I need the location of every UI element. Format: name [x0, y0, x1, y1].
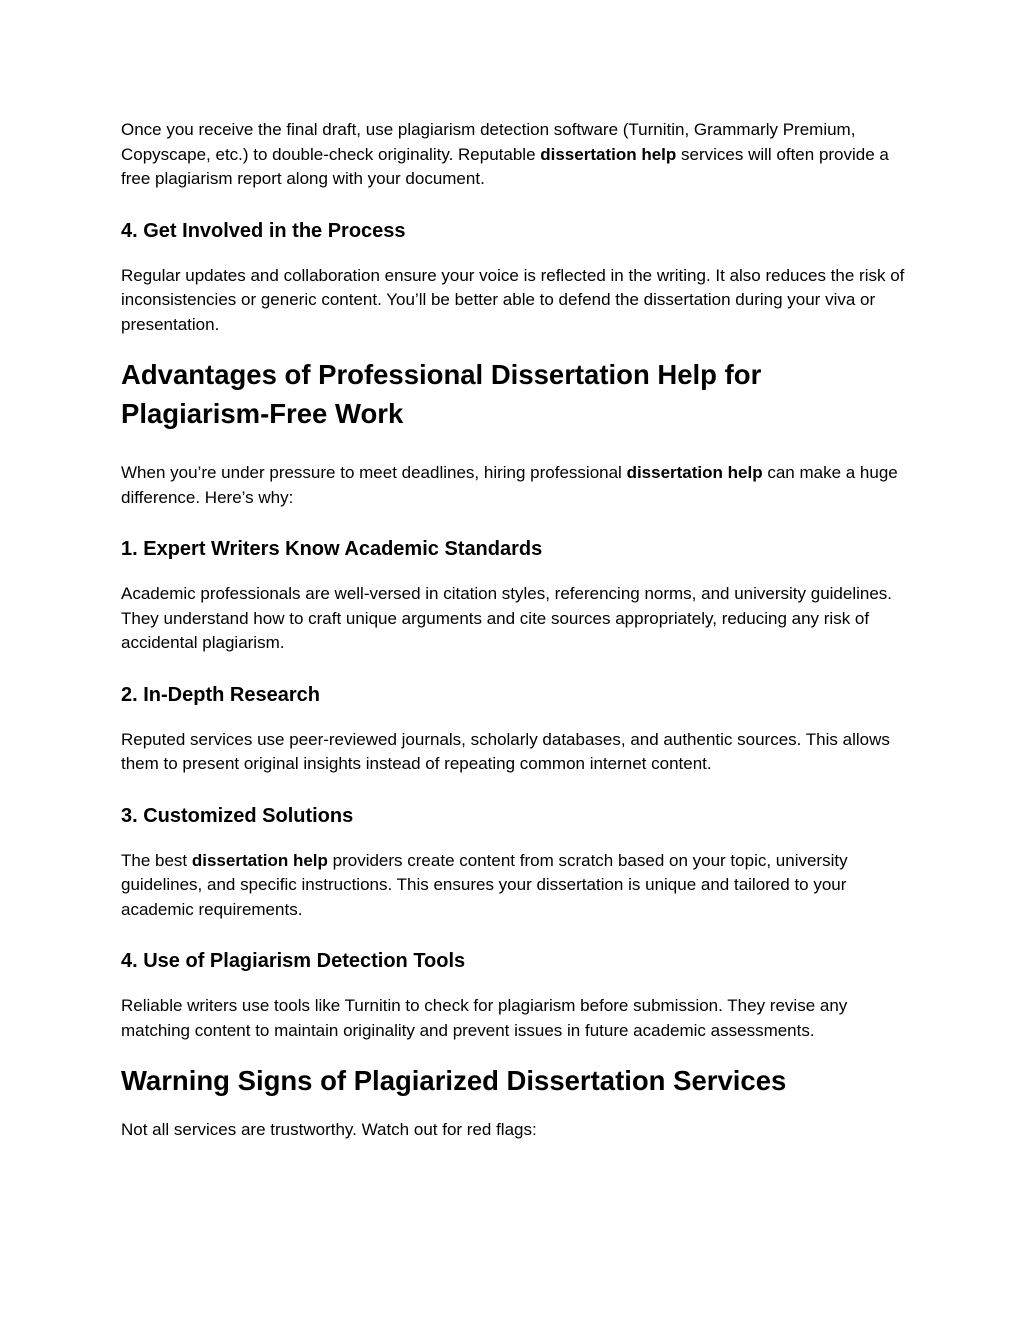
- document-page: [121, 118, 911, 1142]
- keyword-dissertation-help: dissertation help: [540, 144, 677, 164]
- paragraph-in-depth-research: Reputed services use peer-reviewed journals, scholarly databases, and authentic sources. This allows them to present original insights instead of repeating common internet content.: [121, 729, 890, 773]
- paragraph-plagiarism-check: Once you receive the final draft, use plagiarism detection software (Turnitin, Grammarly Premium, Copyscape, etc.) to double-check originality. Reputable dissertation help services will often provide a free plagiarism report along with your document.: [121, 120, 889, 188]
- paragraph-warning-intro: Not all services are trustworthy. Watch out for red flags:: [121, 1119, 537, 1139]
- paragraph-detection-tools: Reliable writers use tools like Turnitin to check for plagiarism before submission. They revise any matching content to maintain originality and prevent issues in future academic assessments.: [121, 996, 848, 1040]
- heading-get-involved: 4. Get Involved in the Process: [121, 219, 406, 242]
- heading-customized-solutions: 3. Customized Solutions: [121, 804, 354, 827]
- paragraph-advantages-intro: When you’re under pressure to meet deadlines, hiring professional dissertation help can make a huge difference. Here’s why:: [121, 463, 898, 507]
- keyword-dissertation-help: dissertation help: [626, 463, 763, 482]
- heading-detection-tools: 4. Use of Plagiarism Detection Tools: [121, 950, 466, 972]
- heading-advantages: Advantages of Professional Dissertation Help for Plagiarism-Free Work: [121, 359, 762, 429]
- keyword-dissertation-help: dissertation help: [191, 850, 328, 870]
- paragraph-get-involved: Regular updates and collaboration ensure your voice is reflected in the writing. It also reduces the risk of inconsistencies or generic content. You’ll be better able to defend the dissertation during your viva or presentation.: [121, 265, 905, 334]
- heading-in-depth-research: 2. In-Depth Research: [121, 683, 320, 706]
- heading-warning-signs: Warning Signs of Plagiarized Dissertation Services: [121, 1065, 787, 1096]
- paragraph-expert-writers: Academic professionals are well-versed in citation styles, referencing norms, and university guidelines. They understand how to craft unique arguments and cite sources appropriately, reducing any risk of accidental plagiarism.: [121, 584, 893, 652]
- heading-expert-writers: 1. Expert Writers Know Academic Standards: [121, 538, 543, 560]
- paragraph-customized-solutions: The best dissertation help providers create content from scratch based on your topic, university guidelines, and specific instructions. This ensures your dissertation is unique and tailored to your academic requirements.: [121, 850, 848, 919]
